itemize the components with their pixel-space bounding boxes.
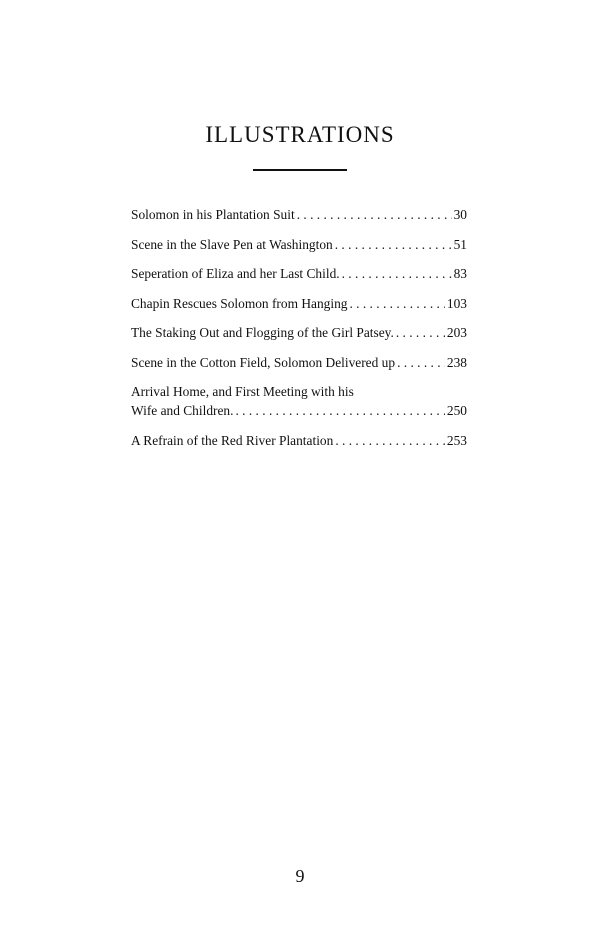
entry-title: The Staking Out and Flogging of the Girl Patsey. (131, 325, 394, 340)
entry-title: Scene in the Slave Pen at Washington (131, 236, 333, 252)
list-item (131, 323, 467, 342)
entry-title-line-1: Arrival Home, and First Meeting with his (131, 384, 354, 399)
entry-title: Solomon in his Plantation Suit (131, 207, 295, 222)
entry-page-number: 30 (453, 207, 467, 222)
entry-title: Chapin Rescues Solomon from Hanging (131, 295, 348, 311)
entry-page-number: 253 (446, 432, 467, 448)
entry-page-number: 250 (446, 403, 467, 418)
list-item (131, 431, 467, 450)
illustrations-list (131, 205, 467, 460)
dot-leader (396, 323, 445, 342)
entry-page-number: 238 (446, 354, 467, 370)
entry-page-number: 203 (446, 325, 467, 340)
list-item (131, 264, 467, 283)
entry-page-number: 103 (446, 295, 467, 311)
dot-leader (335, 431, 445, 450)
entry-title: A Refrain of the Red River Plantation (131, 432, 334, 448)
list-item (131, 382, 467, 420)
page-number: 9 (295, 866, 305, 886)
dot-leader (335, 235, 452, 254)
entry-page-number: 51 (453, 236, 467, 252)
dot-leader (235, 401, 444, 420)
list-item (131, 353, 467, 372)
list-item (131, 294, 467, 313)
dot-leader (349, 294, 444, 313)
entry-title: Scene in the Cotton Field, Solomon Delivered up (131, 354, 396, 370)
page-title: ILLUSTRATIONS (205, 122, 395, 147)
dot-leader (397, 353, 445, 372)
entry-row (131, 401, 467, 420)
entry-title: Seperation of Eliza and her Last Child. (131, 266, 340, 281)
entry-page-number: 83 (453, 266, 467, 281)
title-divider (253, 169, 347, 171)
dot-leader (342, 264, 452, 283)
dot-leader (297, 205, 452, 224)
list-item (131, 235, 467, 254)
entry-title-line-2: Wife and Children. (131, 403, 234, 418)
list-item (131, 205, 467, 224)
